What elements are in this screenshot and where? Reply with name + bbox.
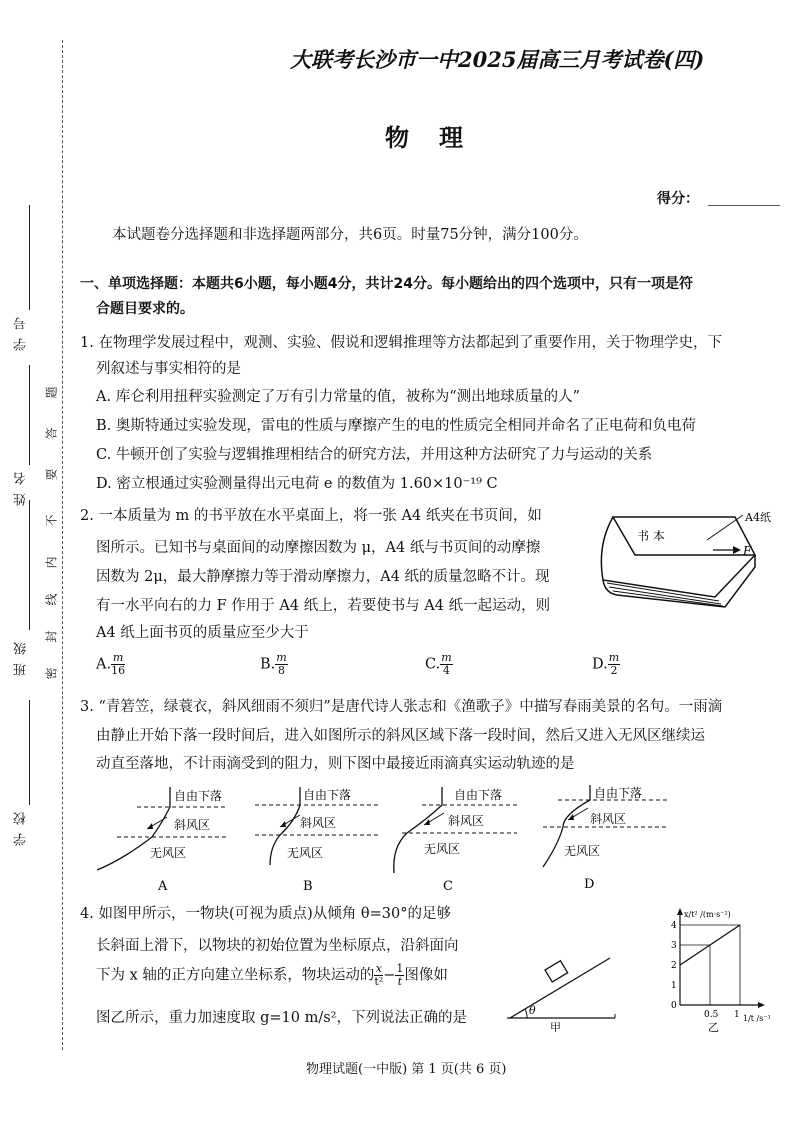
option-label-c: C [443,879,453,894]
zone-wind: 斜风区 [590,812,627,826]
q2-stem: 2. 一本质量为 m 的书平放在水平桌面上，将一张 A4 纸夹在书页间，如 [80,508,542,524]
x-tick-label: 0.5 [704,1010,719,1020]
x-tick-label: 1 [734,1010,740,1020]
seal-char: 不 [44,514,59,527]
theta-label: θ [529,1004,536,1017]
fig-a-caption: 甲 [550,1021,561,1032]
option-label-b: B [303,879,313,894]
q2-option-a[interactable]: A. $\frac{m}{16}$ [96,651,126,678]
guide-lines [680,925,740,1005]
zone-calm: 无风区 [150,846,187,860]
q2-stem-cont: 有一水平向右的力 F 作用于 A4 纸上，若要使书与 A4 纸一起运动，则 [96,598,551,614]
seal-char: 线 [44,593,59,606]
q1-option-a[interactable]: A. 库仑利用扭秤实验测定了万有引力常量的值，被称为“测出地球质量的人” [96,389,581,405]
fig-b-caption: 乙 [708,1021,719,1034]
y-tick-label: 4 [671,921,677,931]
q3-option-c-figure[interactable] [382,785,522,895]
book-figure [595,505,780,615]
zone-wind: 斜风区 [174,818,211,832]
q1-stem-cont: 列叙述与事实相符的是 [96,361,241,377]
seal-char: 答 [44,427,59,440]
q2-option-c[interactable]: C. $\frac{m}{4}$ [425,651,452,678]
q3-stem: 3. “青箬笠，绿蓑衣，斜风细雨不须归”是唐代诗人张志和《渔歌子》中描写春雨美景的名句。一雨滴 [80,699,723,715]
y-ticks [671,921,677,1011]
q2-stem-cont: A4 纸上面书页的质量应至少大于 [96,625,309,641]
subject-title: 物理 [385,123,493,152]
seal-char: 内 [44,556,59,569]
class-field[interactable] [29,500,30,630]
school-label: 学 校 [14,810,29,847]
q1-option-d[interactable]: D. 密立根通过实验测量得出元电荷 e 的数值为 1.60×10⁻¹⁹ C [96,476,498,492]
zone-calm: 无风区 [424,842,461,856]
name-field[interactable] [29,365,30,465]
q3-option-d-figure[interactable] [528,785,673,895]
class-label: 班 级 [14,640,29,677]
seal-char: 密 [44,667,59,680]
book-label: 书 本 [637,529,665,543]
id-field[interactable] [29,205,30,310]
seal-char: 要 [44,468,59,481]
incline-figure [505,950,620,1032]
q2-stem-cont: 图所示。已知书与桌面间的动摩擦因数为 μ，A4 纸与书页间的动摩擦 [96,540,541,556]
school-field[interactable] [29,700,30,805]
section-heading: 一、单项选择题：本题共6小题，每小题4分，共计24分。每小题给出的四个选项中，只有一项是符 [80,276,693,292]
a4-label: A4纸 [745,511,771,524]
seal-dashed-line [62,40,63,1050]
q1-option-b[interactable]: B. 奥斯特通过实验发现，雷电的性质与摩擦产生的电的性质完全相同并命名了正电荷和负电荷 [96,418,696,434]
name-label: 姓 名 [14,470,29,507]
y-tick-label: 3 [671,941,677,951]
q1-option-c[interactable]: C. 牛顿开创了实验与逻辑推理相结合的研究方法，并用这种方法研究了力与运动的关系 [96,447,653,463]
exam-title: 大联考长沙市一中2025届高三月考试卷(四) [290,47,705,72]
x-ticks [704,1010,740,1020]
y-axis-label: x/t² /(m·s⁻²) [684,910,731,919]
zone-wind: 斜风区 [448,814,485,828]
zone-free: 自由下落 [174,789,223,803]
q3-stem-cont: 动直至落地，不计雨滴受到的阻力，则下图中最接近雨滴真实运动轨迹的是 [96,756,575,772]
zone-free: 自由下落 [454,788,503,802]
force-label: F [743,544,752,558]
section-heading-cont: 合题目要求的。 [96,301,194,317]
zone-wind: 斜风区 [300,816,337,830]
intro-text: 本试题卷分选择题和非选择题两部分，共6页。时量75分钟，满分100分。 [112,227,588,243]
q2-option-b[interactable]: B. $\frac{m}{8}$ [260,651,287,678]
q3-option-a-figure[interactable] [92,785,232,895]
score-label: 得分： [657,191,699,207]
q3-option-b-figure[interactable] [245,785,385,895]
q4-stem-cont: 图乙所示，重力加速度取 g=10 m/s²，下列说法正确的是 [96,1010,467,1026]
score-field[interactable] [708,205,780,206]
option-label-a: A [158,879,168,894]
q4-stem-cont: 下为 x 轴的正方向建立坐标系，物块运动的 $\frac{x}{\text{t²}}$ − $\frac{1}{t}$ 图像如 [96,962,448,989]
q2-option-d[interactable]: D. $\frac{m}{2}$ [592,651,620,678]
page-footer: 物理试题(一中版) 第 1 页(共 6 页) [306,1062,507,1077]
zone-free: 自由下落 [303,788,352,802]
zone-calm: 无风区 [564,844,601,858]
y-tick-label: 1 [671,981,677,991]
q2-stem-cont: 因数为 2μ，最大静摩擦力等于滑动摩擦力，A4 纸的质量忽略不计。现 [96,569,550,585]
x-axis-label: 1/t /s⁻¹ [743,1014,771,1023]
option-label-d: D [584,877,595,892]
q4-stem-cont: 长斜面上滑下，以物块的初始位置为坐标原点，沿斜面向 [96,938,459,954]
q3-stem-cont: 由静止开始下落一段时间后，进入如图所示的斜风区域下落一段时间，然后又进入无风区继续运 [96,728,705,744]
seal-char: 题 [44,386,59,399]
zone-free: 自由下落 [594,786,643,800]
y-tick-label: 0 [671,1001,677,1011]
q1-stem: 1. 在物理学发展过程中，观测、实验、假说和逻辑推理等方法都起到了重要作用，关于物理学史，下 [80,335,722,351]
binding-strip [0,0,70,1122]
id-label: 学 号 [14,315,29,352]
zone-calm: 无风区 [287,846,324,860]
xt-graph [640,905,780,1035]
q4-stem: 4. 如图甲所示，一物块(可视为质点)从倾角 θ=30°的足够 [80,906,451,922]
seal-char: 封 [44,630,59,643]
y-tick-label: 2 [671,961,677,971]
